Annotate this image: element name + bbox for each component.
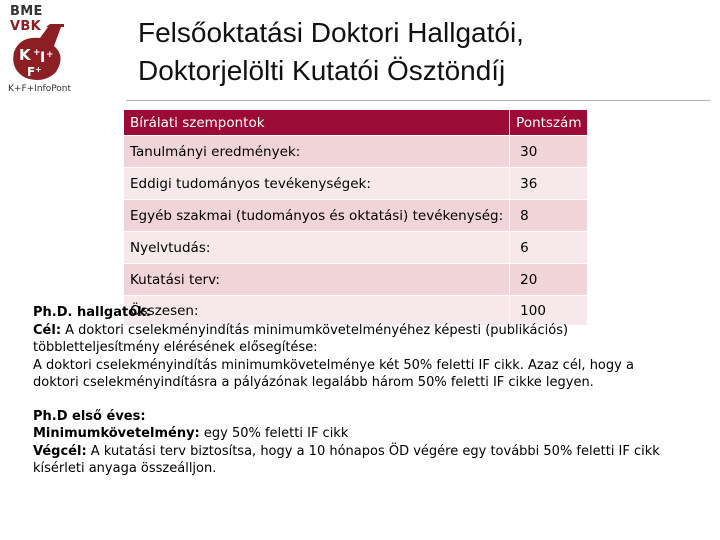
table-row xyxy=(124,168,588,200)
minimum-paragraph xyxy=(33,425,693,443)
table-row xyxy=(124,232,588,264)
row-score: 6 xyxy=(510,232,588,264)
logo-mark-k: K xyxy=(19,46,31,64)
table-header-row xyxy=(124,110,588,136)
logo-flask-icon xyxy=(6,22,78,84)
final-goal-paragraph xyxy=(33,443,693,461)
first-year-heading: Ph.D első éves: xyxy=(33,408,146,424)
logo-mark-i: I xyxy=(40,50,46,66)
row-label: Eddigi tudományos tevékenységek: xyxy=(124,168,510,200)
requirement-line-2: doktori cselekményindításra a pályázónak legalább három 50% feletti IF cikke legyen. xyxy=(33,375,594,390)
table-row xyxy=(124,200,588,232)
table-row xyxy=(124,136,588,168)
title-divider xyxy=(126,100,710,101)
phd-heading: Ph.D. hallgatók: xyxy=(33,305,151,320)
row-label: Összesen: xyxy=(124,296,510,326)
cel-label: Cél: xyxy=(33,322,62,338)
cel-text-2: többletteljesítmény elérésének elősegítése: xyxy=(33,340,318,355)
row-score: 8 xyxy=(510,200,588,232)
row-score: 100 xyxy=(510,296,588,326)
goal-text-2: kísérleti anyaga összeálljon. xyxy=(33,461,217,476)
row-score: 30 xyxy=(510,136,588,168)
svg-text:+: + xyxy=(46,50,54,60)
logo-top-text-vbk: VBK xyxy=(10,19,41,34)
min-text: egy 50% feletti IF cikk xyxy=(199,426,349,441)
page-title-line-1: Felsőoktatási Doktori Hallgatói, xyxy=(138,17,524,48)
svg-text:+: + xyxy=(33,48,41,58)
header-criteria: Bírálati szempontok xyxy=(124,110,510,136)
row-score: 36 xyxy=(510,168,588,200)
svg-text:+: + xyxy=(35,65,42,74)
row-label: Nyelvtudás: xyxy=(124,232,510,264)
notes-block xyxy=(33,304,693,478)
row-label: Kutatási terv: xyxy=(124,264,510,296)
row-label: Tanulmányi eredmények: xyxy=(124,136,510,168)
page-title xyxy=(138,14,524,90)
goal-label: Végcél: xyxy=(33,443,87,459)
logo-top-text-bme: BME xyxy=(10,4,43,19)
row-score: 20 xyxy=(510,264,588,296)
cel-text-1: A doktori cselekményindítás minimumkövetelményéhez képesti (publikációs) xyxy=(61,322,569,338)
goal-text-1: A kutatási terv biztosítsa, hogy a 10 hónapos ÖD végére egy további 50% feletti IF cikk xyxy=(86,443,660,459)
min-label: Minimumkövetelmény: xyxy=(33,426,200,441)
header-score: Pontszám xyxy=(510,110,588,136)
table-row xyxy=(124,264,588,296)
goal-paragraph xyxy=(33,322,693,340)
requirement-line-1: A doktori cselekményindítás minimumkövetelménye két 50% feletti IF cikk. Azaz cél, hogy a xyxy=(33,357,634,373)
page-title-line-2: Doktorjelölti Kutatói Ösztöndíj xyxy=(138,55,506,86)
scoring-table xyxy=(123,109,588,326)
logo-bottom-text: K+F+InfoPont xyxy=(8,84,72,94)
row-label: Egyéb szakmai (tudományos és oktatási) tevékenység: xyxy=(124,200,510,232)
logo-mark-f: F xyxy=(27,65,36,79)
bme-vbk-logo xyxy=(6,4,78,96)
